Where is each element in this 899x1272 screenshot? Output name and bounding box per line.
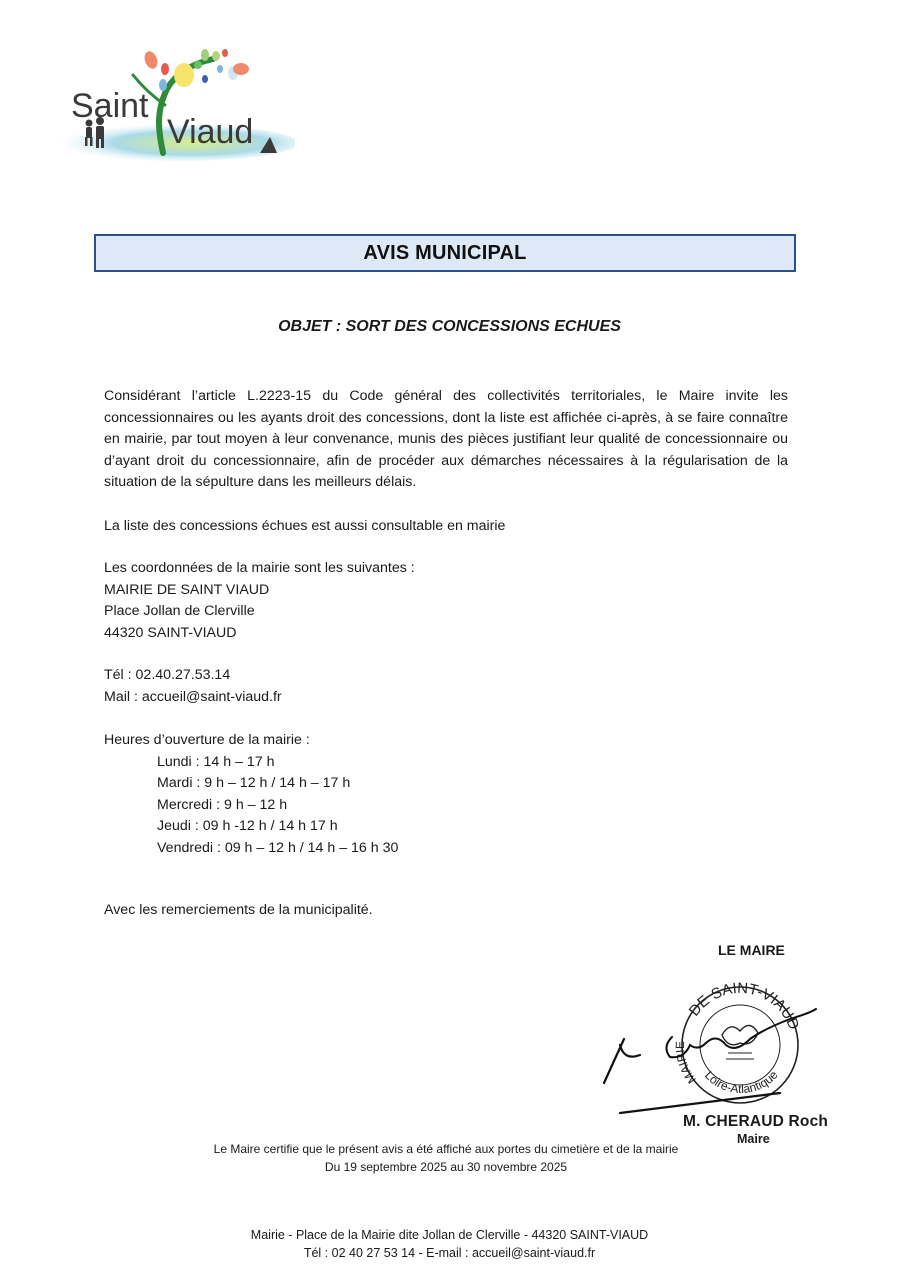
footer-contact: Tél : 02 40 27 53 14 - E-mail : accueil@saint-viaud.fr: [303, 1246, 596, 1260]
stamp-top-text: DE SAINT-VIAUD: [685, 979, 803, 1033]
saint-viaud-logo: [55, 45, 295, 170]
page-title: AVIS MUNICIPAL: [363, 241, 527, 264]
tel-mail-block: [104, 665, 282, 708]
footer-address: Mairie - Place de la Mairie dite Jollan de Clerville - 44320 SAINT-VIAUD: [250, 1228, 649, 1242]
posting-certification: [176, 1140, 716, 1176]
main-paragraph: Considérant l’article L.2223-15 du Code général des collectivités territoriales, le Maire invite les concessionnaires ou les ayants droit des concessions, dont la liste est affichée ci-après, à se faire connaître en mairie, par tout moyen à leur convenance, munis des pièces justifiant leur qualité de concessionnaire ou d’ayant droit du concessionnaire, afin de procéder aux démarches nécessaires à la régularisation de la situation de la sépulture dans les meilleurs délais.: [104, 388, 788, 490]
stamp-bottom-text: Loire-Atlantique: [701, 1067, 781, 1097]
hours-day: Lundi : 14 h – 17 h: [157, 753, 275, 770]
logo-graphic: [55, 45, 295, 170]
contact-name: MAIRIE DE SAINT VIAUD: [104, 581, 270, 598]
tel-line: Tél : 02.40.27.53.14: [104, 667, 231, 683]
consultation-paragraph: La liste des concessions échues est aussi consultable en mairie: [104, 518, 506, 534]
stamp-left-text: MAIRIE: [672, 1040, 699, 1087]
contact-intro: Les coordonnées de la mairie sont les suivantes :: [104, 560, 415, 576]
hours-day: Mercredi : 9 h – 12 h: [157, 796, 288, 813]
subject-line: OBJET : SORT DES CONCESSIONS ECHUES: [278, 318, 621, 335]
mail-line: Mail : accueil@saint-viaud.fr: [104, 688, 282, 705]
contact-city: 44320 SAINT-VIAUD: [104, 624, 237, 641]
logo-text-viaud: Viaud: [167, 113, 254, 151]
title-box: [94, 234, 796, 272]
contact-street: Place Jollan de Clerville: [104, 603, 255, 619]
hours-day: Jeudi : 09 h -12 h / 14 h 17 h: [157, 818, 338, 834]
certify-line-1: Le Maire certifie que le présent avis a été affiché aux portes du cimetière et de la mairie: [213, 1142, 679, 1156]
signature-stamp: [590, 975, 820, 1120]
opening-hours: [104, 730, 398, 859]
mayor-name: M. CHERAUD Roch: [683, 1113, 829, 1130]
contact-block: [104, 558, 415, 644]
stamp-graphic: [590, 975, 820, 1120]
certify-line-2: Du 19 septembre 2025 au 30 novembre 2025: [324, 1160, 568, 1174]
hours-day: Vendredi : 09 h – 12 h / 14 h – 16 h 30: [157, 839, 399, 856]
hours-title: Heures d’ouverture de la mairie :: [104, 732, 310, 748]
logo-text-saint: Saint: [71, 87, 149, 125]
mayor-role: Maire: [737, 1132, 770, 1146]
thanks-line: Avec les remerciements de la municipalité.: [104, 902, 373, 918]
hours-day: Mardi : 9 h – 12 h / 14 h – 17 h: [157, 775, 351, 791]
page-footer: [0, 1226, 899, 1262]
maire-label: LE MAIRE: [718, 942, 785, 958]
